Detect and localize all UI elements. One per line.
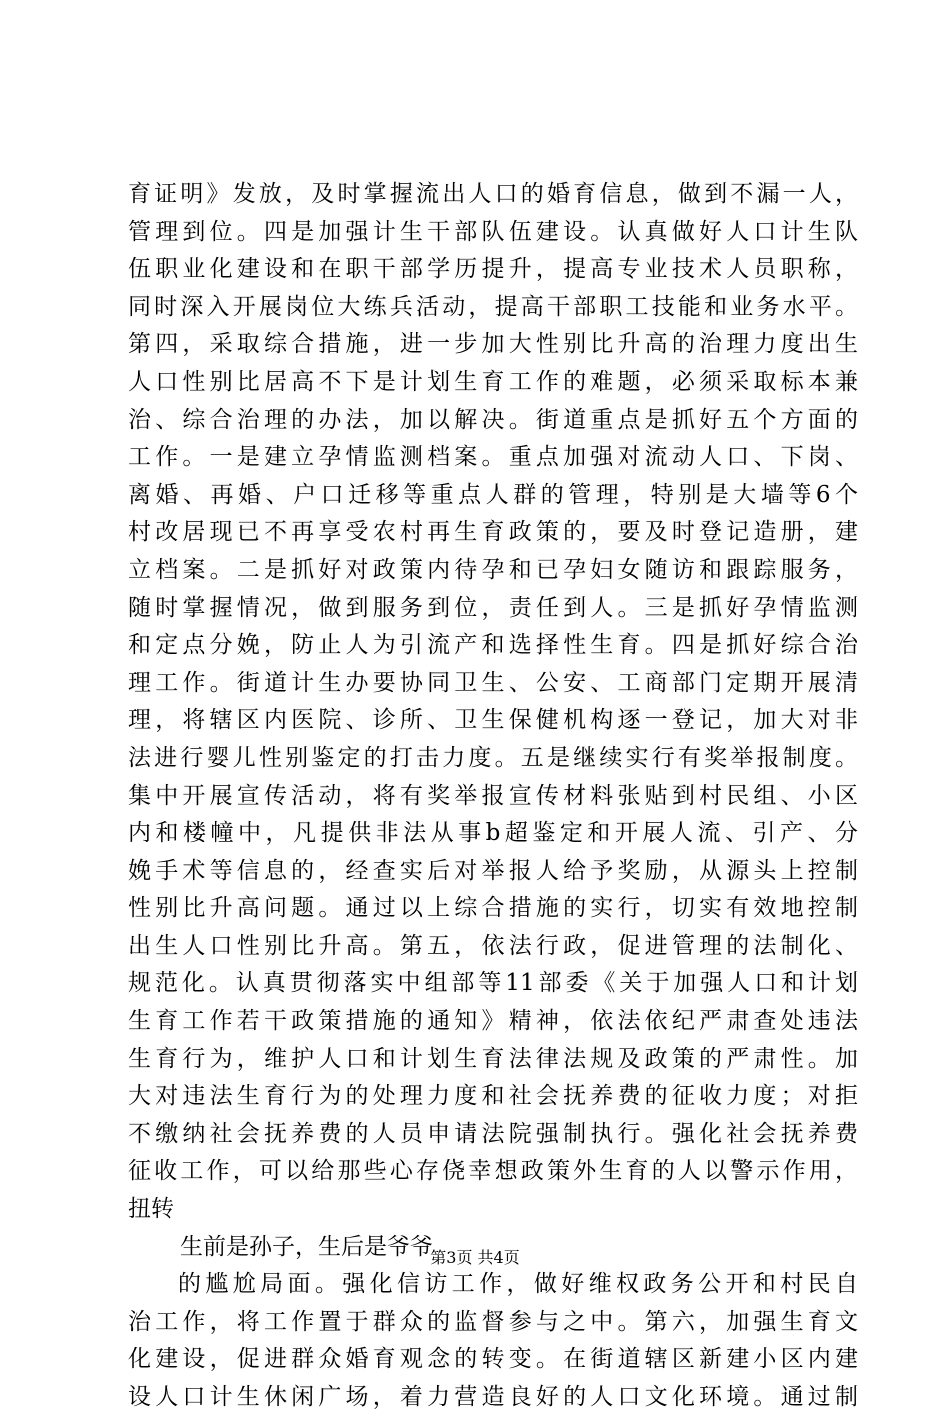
text-line: 集中开展宣传活动，将有奖举报宣传材料张贴到村民组、小区 <box>128 782 858 809</box>
quote-line: 生前是孙子，生后是爷爷 <box>180 1233 433 1260</box>
text-line: 第四，采取综合措施，进一步加大性别比升高的治理力度出生 <box>128 331 858 358</box>
text-line: 人口性别比居高不下是计划生育工作的难题，必须采取标本兼 <box>128 368 858 395</box>
page-footer <box>0 1248 950 1268</box>
text-line: 不缴纳社会抚养费的人员申请法院强制执行。强化社会抚养费 <box>128 1120 858 1147</box>
text-line: 工作。一是建立孕情监测档案。重点加强对流动人口、下岗、 <box>128 444 858 471</box>
text-line: 大对违法生育行为的处理力度和社会抚养费的征收力度；对拒 <box>128 1083 858 1110</box>
text-line: 设人口计生休闲广场，着力营造良好的人口文化环境。通过制 <box>128 1384 858 1410</box>
text-line: 理工作。街道计生办要协同卫生、公安、工商部门定期开展清 <box>128 669 858 696</box>
text-line: 内和楼幢中，凡提供非法从事b超鉴定和开展人流、引产、分 <box>128 820 858 847</box>
text-line: 治工作，将工作置于群众的监督参与之中。第六，加强生育文 <box>128 1308 858 1335</box>
page-number: 第3页 共4页 <box>430 1248 520 1267</box>
text-line: 扭转 <box>128 1196 174 1223</box>
text-line: 的尴尬局面。强化信访工作，做好维权政务公开和村民自 <box>178 1271 858 1298</box>
text-line: 育证明》发放，及时掌握流出人口的婚育信息，做到不漏一人， <box>128 181 858 207</box>
text-line: 立档案。二是抓好对政策内待孕和已孕妇女随访和跟踪服务， <box>128 556 858 583</box>
text-line: 娩手术等信息的，经查实后对举报人给予奖励，从源头上控制 <box>128 857 858 884</box>
text-line: 理，将辖区内医院、诊所、卫生保健机构逐一登记，加大对非 <box>128 707 858 734</box>
text-line: 征收工作，可以给那些心存侥幸想政策外生育的人以警示作用， <box>128 1158 858 1185</box>
text-line: 和定点分娩，防止人为引流产和选择性生育。四是抓好综合治 <box>128 632 858 659</box>
text-line: 性别比升高问题。通过以上综合措施的实行，切实有效地控制 <box>128 895 858 922</box>
text-line: 同时深入开展岗位大练兵活动，提高干部职工技能和业务水平。 <box>128 293 858 320</box>
text-line: 管理到位。四是加强计生干部队伍建设。认真做好人口计生队 <box>128 218 858 245</box>
text-line: 村改居现已不再享受农村再生育政策的，要及时登记造册，建 <box>128 519 858 546</box>
text-line: 生育工作若干政策措施的通知》精神，依法依纪严肃查处违法 <box>128 1008 858 1035</box>
text-line: 法进行婴儿性别鉴定的打击力度。五是继续实行有奖举报制度。 <box>128 744 858 771</box>
text-line: 伍职业化建设和在职干部学历提升，提高专业技术人员职称， <box>128 256 858 283</box>
text-line: 随时掌握情况，做到服务到位，责任到人。三是抓好孕情监测 <box>128 594 858 621</box>
text-line: 生育行为，维护人口和计划生育法律法规及政策的严肃性。加 <box>128 1045 858 1072</box>
body-text <box>128 176 858 1417</box>
text-line: 规范化。认真贯彻落实中组部等11部委《关于加强人口和计划 <box>128 970 858 997</box>
text-line: 出生人口性别比升高。第五，依法行政，促进管理的法制化、 <box>128 932 858 959</box>
text-line: 化建设，促进群众婚育观念的转变。在街道辖区新建小区内建 <box>128 1346 858 1373</box>
text-line: 治、综合治理的办法，加以解决。街道重点是抓好五个方面的 <box>128 406 858 433</box>
text-line: 离婚、再婚、户口迁移等重点人群的管理，特别是大墙等6个 <box>128 481 858 508</box>
